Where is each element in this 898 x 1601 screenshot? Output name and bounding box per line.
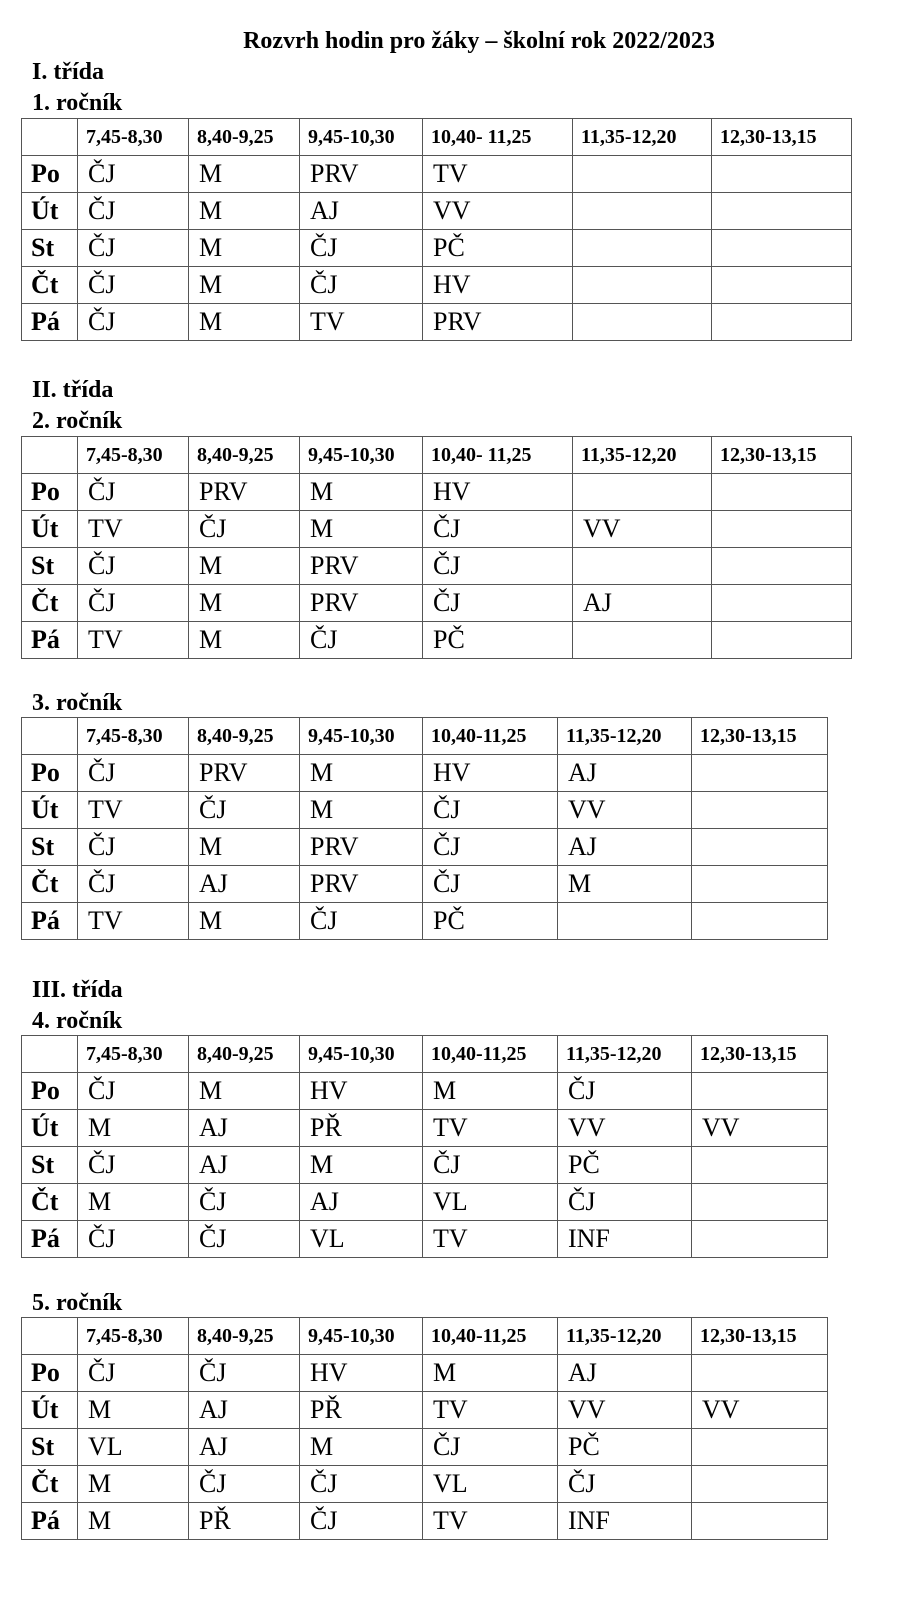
period-time: 11,35-12,20: [558, 718, 692, 755]
period-time: 10,40- 11,25: [423, 437, 573, 474]
period-time: 9,45-10,30: [300, 437, 423, 474]
subject-cell: [692, 1073, 828, 1110]
subject-cell: [573, 267, 712, 304]
subject-cell: HV: [300, 1355, 423, 1392]
timetable-grade-5: [21, 1317, 828, 1540]
subject-cell: PRV: [423, 304, 573, 341]
period-time: 9,45-10,30: [300, 119, 423, 156]
day-label: St: [22, 1429, 78, 1466]
day-label: Út: [22, 792, 78, 829]
subject-cell: AJ: [558, 755, 692, 792]
table-row: [22, 755, 828, 792]
period-time: 7,45-8,30: [78, 1318, 189, 1355]
table-row: [22, 304, 852, 341]
subject-cell: PŘ: [300, 1392, 423, 1429]
day-label: Čt: [22, 866, 78, 903]
period-time: 8,40-9,25: [189, 437, 300, 474]
subject-cell: M: [300, 755, 423, 792]
table-row: [22, 829, 828, 866]
day-label: Po: [22, 156, 78, 193]
subject-cell: VV: [558, 1392, 692, 1429]
table-row: [22, 1466, 828, 1503]
subject-cell: ČJ: [78, 1073, 189, 1110]
period-time: 12,30-13,15: [692, 718, 828, 755]
subject-cell: AJ: [189, 866, 300, 903]
subject-cell: [692, 866, 828, 903]
subject-cell: ČJ: [78, 829, 189, 866]
subject-cell: TV: [423, 1221, 558, 1258]
subject-cell: TV: [423, 1503, 558, 1540]
subject-cell: ČJ: [78, 304, 189, 341]
table-row: [22, 903, 828, 940]
period-time: 11,35-12,20: [558, 1036, 692, 1073]
header-row: [22, 119, 852, 156]
subject-cell: ČJ: [189, 1221, 300, 1258]
subject-cell: ČJ: [300, 267, 423, 304]
subject-cell: M: [300, 792, 423, 829]
grade-label-4: 4. ročník: [32, 1008, 123, 1034]
subject-cell: M: [78, 1466, 189, 1503]
subject-cell: ČJ: [189, 511, 300, 548]
subject-cell: PŘ: [189, 1503, 300, 1540]
subject-cell: VL: [423, 1466, 558, 1503]
table-row: [22, 548, 852, 585]
subject-cell: TV: [78, 792, 189, 829]
period-time: 10,40-11,25: [423, 718, 558, 755]
subject-cell: ČJ: [78, 866, 189, 903]
table-row: [22, 156, 852, 193]
subject-cell: M: [300, 1429, 423, 1466]
subject-cell: PRV: [189, 474, 300, 511]
subject-cell: [692, 1429, 828, 1466]
period-time: 12,30-13,15: [692, 1318, 828, 1355]
table-row: [22, 193, 852, 230]
subject-cell: M: [189, 193, 300, 230]
subject-cell: PŘ: [300, 1110, 423, 1147]
subject-cell: M: [78, 1110, 189, 1147]
corner-cell: [22, 1036, 78, 1073]
subject-cell: ČJ: [78, 230, 189, 267]
timetable-grade-1: [21, 118, 852, 341]
period-time: 8,40-9,25: [189, 119, 300, 156]
subject-cell: [573, 622, 712, 659]
subject-cell: [692, 829, 828, 866]
subject-cell: ČJ: [423, 1429, 558, 1466]
subject-cell: VV: [558, 1110, 692, 1147]
subject-cell: [692, 1221, 828, 1258]
period-time: 8,40-9,25: [189, 718, 300, 755]
subject-cell: ČJ: [78, 1147, 189, 1184]
period-time: 7,45-8,30: [78, 1036, 189, 1073]
subject-cell: [692, 1184, 828, 1221]
period-time: 7,45-8,30: [78, 437, 189, 474]
subject-cell: ČJ: [78, 755, 189, 792]
subject-cell: M: [189, 304, 300, 341]
subject-cell: PČ: [423, 230, 573, 267]
subject-cell: ČJ: [189, 792, 300, 829]
subject-cell: AJ: [558, 1355, 692, 1392]
subject-cell: [712, 511, 852, 548]
subject-cell: PRV: [300, 548, 423, 585]
subject-cell: AJ: [189, 1110, 300, 1147]
subject-cell: [712, 230, 852, 267]
grade-label-3: 3. ročník: [32, 690, 123, 716]
period-time: 11,35-12,20: [573, 119, 712, 156]
subject-cell: INF: [558, 1503, 692, 1540]
subject-cell: M: [558, 866, 692, 903]
subject-cell: [692, 1355, 828, 1392]
subject-cell: M: [78, 1392, 189, 1429]
subject-cell: [712, 156, 852, 193]
subject-cell: ČJ: [423, 1147, 558, 1184]
grade-label-2: 2. ročník: [32, 408, 123, 434]
subject-cell: [712, 193, 852, 230]
subject-cell: [692, 1466, 828, 1503]
period-time: 12,30-13,15: [692, 1036, 828, 1073]
day-label: Út: [22, 511, 78, 548]
subject-cell: M: [423, 1355, 558, 1392]
header-row: [22, 1318, 828, 1355]
subject-cell: [712, 548, 852, 585]
subject-cell: ČJ: [558, 1466, 692, 1503]
subject-cell: ČJ: [423, 792, 558, 829]
subject-cell: PČ: [558, 1429, 692, 1466]
period-time: 9,45-10,30: [300, 1036, 423, 1073]
day-label: Út: [22, 193, 78, 230]
table-row: [22, 1184, 828, 1221]
corner-cell: [22, 718, 78, 755]
subject-cell: ČJ: [78, 267, 189, 304]
subject-cell: AJ: [189, 1147, 300, 1184]
table-row: [22, 1503, 828, 1540]
subject-cell: TV: [78, 511, 189, 548]
subject-cell: ČJ: [78, 193, 189, 230]
period-time: 7,45-8,30: [78, 119, 189, 156]
period-time: 8,40-9,25: [189, 1036, 300, 1073]
table-row: [22, 792, 828, 829]
subject-cell: VL: [300, 1221, 423, 1258]
period-time: 11,35-12,20: [573, 437, 712, 474]
subject-cell: M: [189, 829, 300, 866]
period-time: 12,30-13,15: [712, 437, 852, 474]
subject-cell: PRV: [300, 866, 423, 903]
day-label: Pá: [22, 903, 78, 940]
subject-cell: [692, 755, 828, 792]
table-row: [22, 1073, 828, 1110]
subject-cell: [558, 903, 692, 940]
day-label: St: [22, 1147, 78, 1184]
subject-cell: [692, 792, 828, 829]
subject-cell: M: [189, 230, 300, 267]
subject-cell: [573, 548, 712, 585]
class-label-2: II. třída: [32, 377, 114, 403]
subject-cell: HV: [423, 267, 573, 304]
subject-cell: ČJ: [300, 1466, 423, 1503]
subject-cell: M: [78, 1503, 189, 1540]
table-row: [22, 230, 852, 267]
table-row: [22, 585, 852, 622]
class-label-1: I. třída: [32, 59, 104, 85]
subject-cell: PČ: [423, 622, 573, 659]
day-label: Po: [22, 1073, 78, 1110]
day-label: St: [22, 829, 78, 866]
subject-cell: M: [300, 511, 423, 548]
subject-cell: [573, 230, 712, 267]
table-row: [22, 866, 828, 903]
subject-cell: PČ: [558, 1147, 692, 1184]
subject-cell: M: [300, 474, 423, 511]
subject-cell: ČJ: [423, 585, 573, 622]
subject-cell: VV: [558, 792, 692, 829]
timetable-grade-3: [21, 717, 828, 940]
subject-cell: ČJ: [558, 1073, 692, 1110]
subject-cell: ČJ: [423, 866, 558, 903]
grade-label-5: 5. ročník: [32, 1290, 123, 1316]
subject-cell: [712, 267, 852, 304]
subject-cell: ČJ: [189, 1184, 300, 1221]
day-label: Pá: [22, 622, 78, 659]
period-time: 11,35-12,20: [558, 1318, 692, 1355]
subject-cell: ČJ: [189, 1466, 300, 1503]
table-row: [22, 474, 852, 511]
day-label: Čt: [22, 1184, 78, 1221]
page-title: Rozvrh hodin pro žáky – školní rok 2022/2023: [243, 28, 715, 54]
subject-cell: HV: [423, 755, 558, 792]
subject-cell: M: [189, 622, 300, 659]
table-row: [22, 267, 852, 304]
subject-cell: PRV: [300, 829, 423, 866]
subject-cell: ČJ: [78, 548, 189, 585]
subject-cell: ČJ: [78, 1355, 189, 1392]
subject-cell: VV: [692, 1392, 828, 1429]
subject-cell: [692, 1147, 828, 1184]
day-label: Po: [22, 474, 78, 511]
subject-cell: [692, 1503, 828, 1540]
corner-cell: [22, 1318, 78, 1355]
subject-cell: VV: [692, 1110, 828, 1147]
subject-cell: ČJ: [300, 903, 423, 940]
period-time: 10,40-11,25: [423, 1036, 558, 1073]
day-label: St: [22, 548, 78, 585]
subject-cell: HV: [300, 1073, 423, 1110]
day-label: Čt: [22, 1466, 78, 1503]
subject-cell: TV: [78, 903, 189, 940]
subject-cell: ČJ: [300, 1503, 423, 1540]
header-row: [22, 718, 828, 755]
corner-cell: [22, 119, 78, 156]
subject-cell: M: [423, 1073, 558, 1110]
table-row: [22, 1110, 828, 1147]
subject-cell: TV: [423, 1110, 558, 1147]
subject-cell: PRV: [300, 156, 423, 193]
subject-cell: TV: [300, 304, 423, 341]
subject-cell: VL: [423, 1184, 558, 1221]
subject-cell: ČJ: [300, 230, 423, 267]
subject-cell: ČJ: [300, 622, 423, 659]
period-time: 10,40-11,25: [423, 1318, 558, 1355]
subject-cell: AJ: [189, 1429, 300, 1466]
subject-cell: AJ: [558, 829, 692, 866]
day-label: Út: [22, 1110, 78, 1147]
subject-cell: AJ: [573, 585, 712, 622]
subject-cell: AJ: [189, 1392, 300, 1429]
subject-cell: VV: [423, 193, 573, 230]
header-row: [22, 437, 852, 474]
period-time: 10,40- 11,25: [423, 119, 573, 156]
header-row: [22, 1036, 828, 1073]
subject-cell: [692, 903, 828, 940]
subject-cell: [573, 304, 712, 341]
subject-cell: TV: [423, 1392, 558, 1429]
period-time: 8,40-9,25: [189, 1318, 300, 1355]
subject-cell: [573, 193, 712, 230]
period-time: 12,30-13,15: [712, 119, 852, 156]
period-time: 7,45-8,30: [78, 718, 189, 755]
subject-cell: ČJ: [189, 1355, 300, 1392]
subject-cell: AJ: [300, 1184, 423, 1221]
subject-cell: VV: [573, 511, 712, 548]
subject-cell: M: [189, 156, 300, 193]
table-row: [22, 1392, 828, 1429]
subject-cell: [712, 474, 852, 511]
subject-cell: TV: [78, 622, 189, 659]
subject-cell: PČ: [423, 903, 558, 940]
subject-cell: M: [300, 1147, 423, 1184]
subject-cell: ČJ: [423, 829, 558, 866]
grade-label-1: 1. ročník: [32, 90, 123, 116]
table-row: [22, 1429, 828, 1466]
subject-cell: ČJ: [78, 474, 189, 511]
subject-cell: INF: [558, 1221, 692, 1258]
subject-cell: [712, 304, 852, 341]
corner-cell: [22, 437, 78, 474]
subject-cell: M: [189, 585, 300, 622]
subject-cell: M: [189, 548, 300, 585]
subject-cell: ČJ: [78, 156, 189, 193]
subject-cell: AJ: [300, 193, 423, 230]
day-label: Pá: [22, 304, 78, 341]
subject-cell: M: [189, 1073, 300, 1110]
subject-cell: VL: [78, 1429, 189, 1466]
day-label: Út: [22, 1392, 78, 1429]
table-row: [22, 1147, 828, 1184]
table-row: [22, 511, 852, 548]
subject-cell: [573, 156, 712, 193]
day-label: Po: [22, 755, 78, 792]
table-row: [22, 1221, 828, 1258]
subject-cell: PRV: [300, 585, 423, 622]
subject-cell: PRV: [189, 755, 300, 792]
subject-cell: ČJ: [423, 548, 573, 585]
subject-cell: ČJ: [78, 585, 189, 622]
subject-cell: ČJ: [78, 1221, 189, 1258]
subject-cell: HV: [423, 474, 573, 511]
subject-cell: [573, 474, 712, 511]
subject-cell: ČJ: [558, 1184, 692, 1221]
table-row: [22, 622, 852, 659]
day-label: St: [22, 230, 78, 267]
day-label: Čt: [22, 585, 78, 622]
day-label: Čt: [22, 267, 78, 304]
period-time: 9,45-10,30: [300, 718, 423, 755]
subject-cell: TV: [423, 156, 573, 193]
timetable-grade-4: [21, 1035, 828, 1258]
timetable-grade-2: [21, 436, 852, 659]
subject-cell: [712, 622, 852, 659]
subject-cell: M: [189, 903, 300, 940]
subject-cell: M: [189, 267, 300, 304]
day-label: Pá: [22, 1221, 78, 1258]
class-label-3: III. třída: [32, 977, 123, 1003]
day-label: Pá: [22, 1503, 78, 1540]
day-label: Po: [22, 1355, 78, 1392]
table-row: [22, 1355, 828, 1392]
period-time: 9,45-10,30: [300, 1318, 423, 1355]
subject-cell: M: [78, 1184, 189, 1221]
subject-cell: [712, 585, 852, 622]
subject-cell: ČJ: [423, 511, 573, 548]
